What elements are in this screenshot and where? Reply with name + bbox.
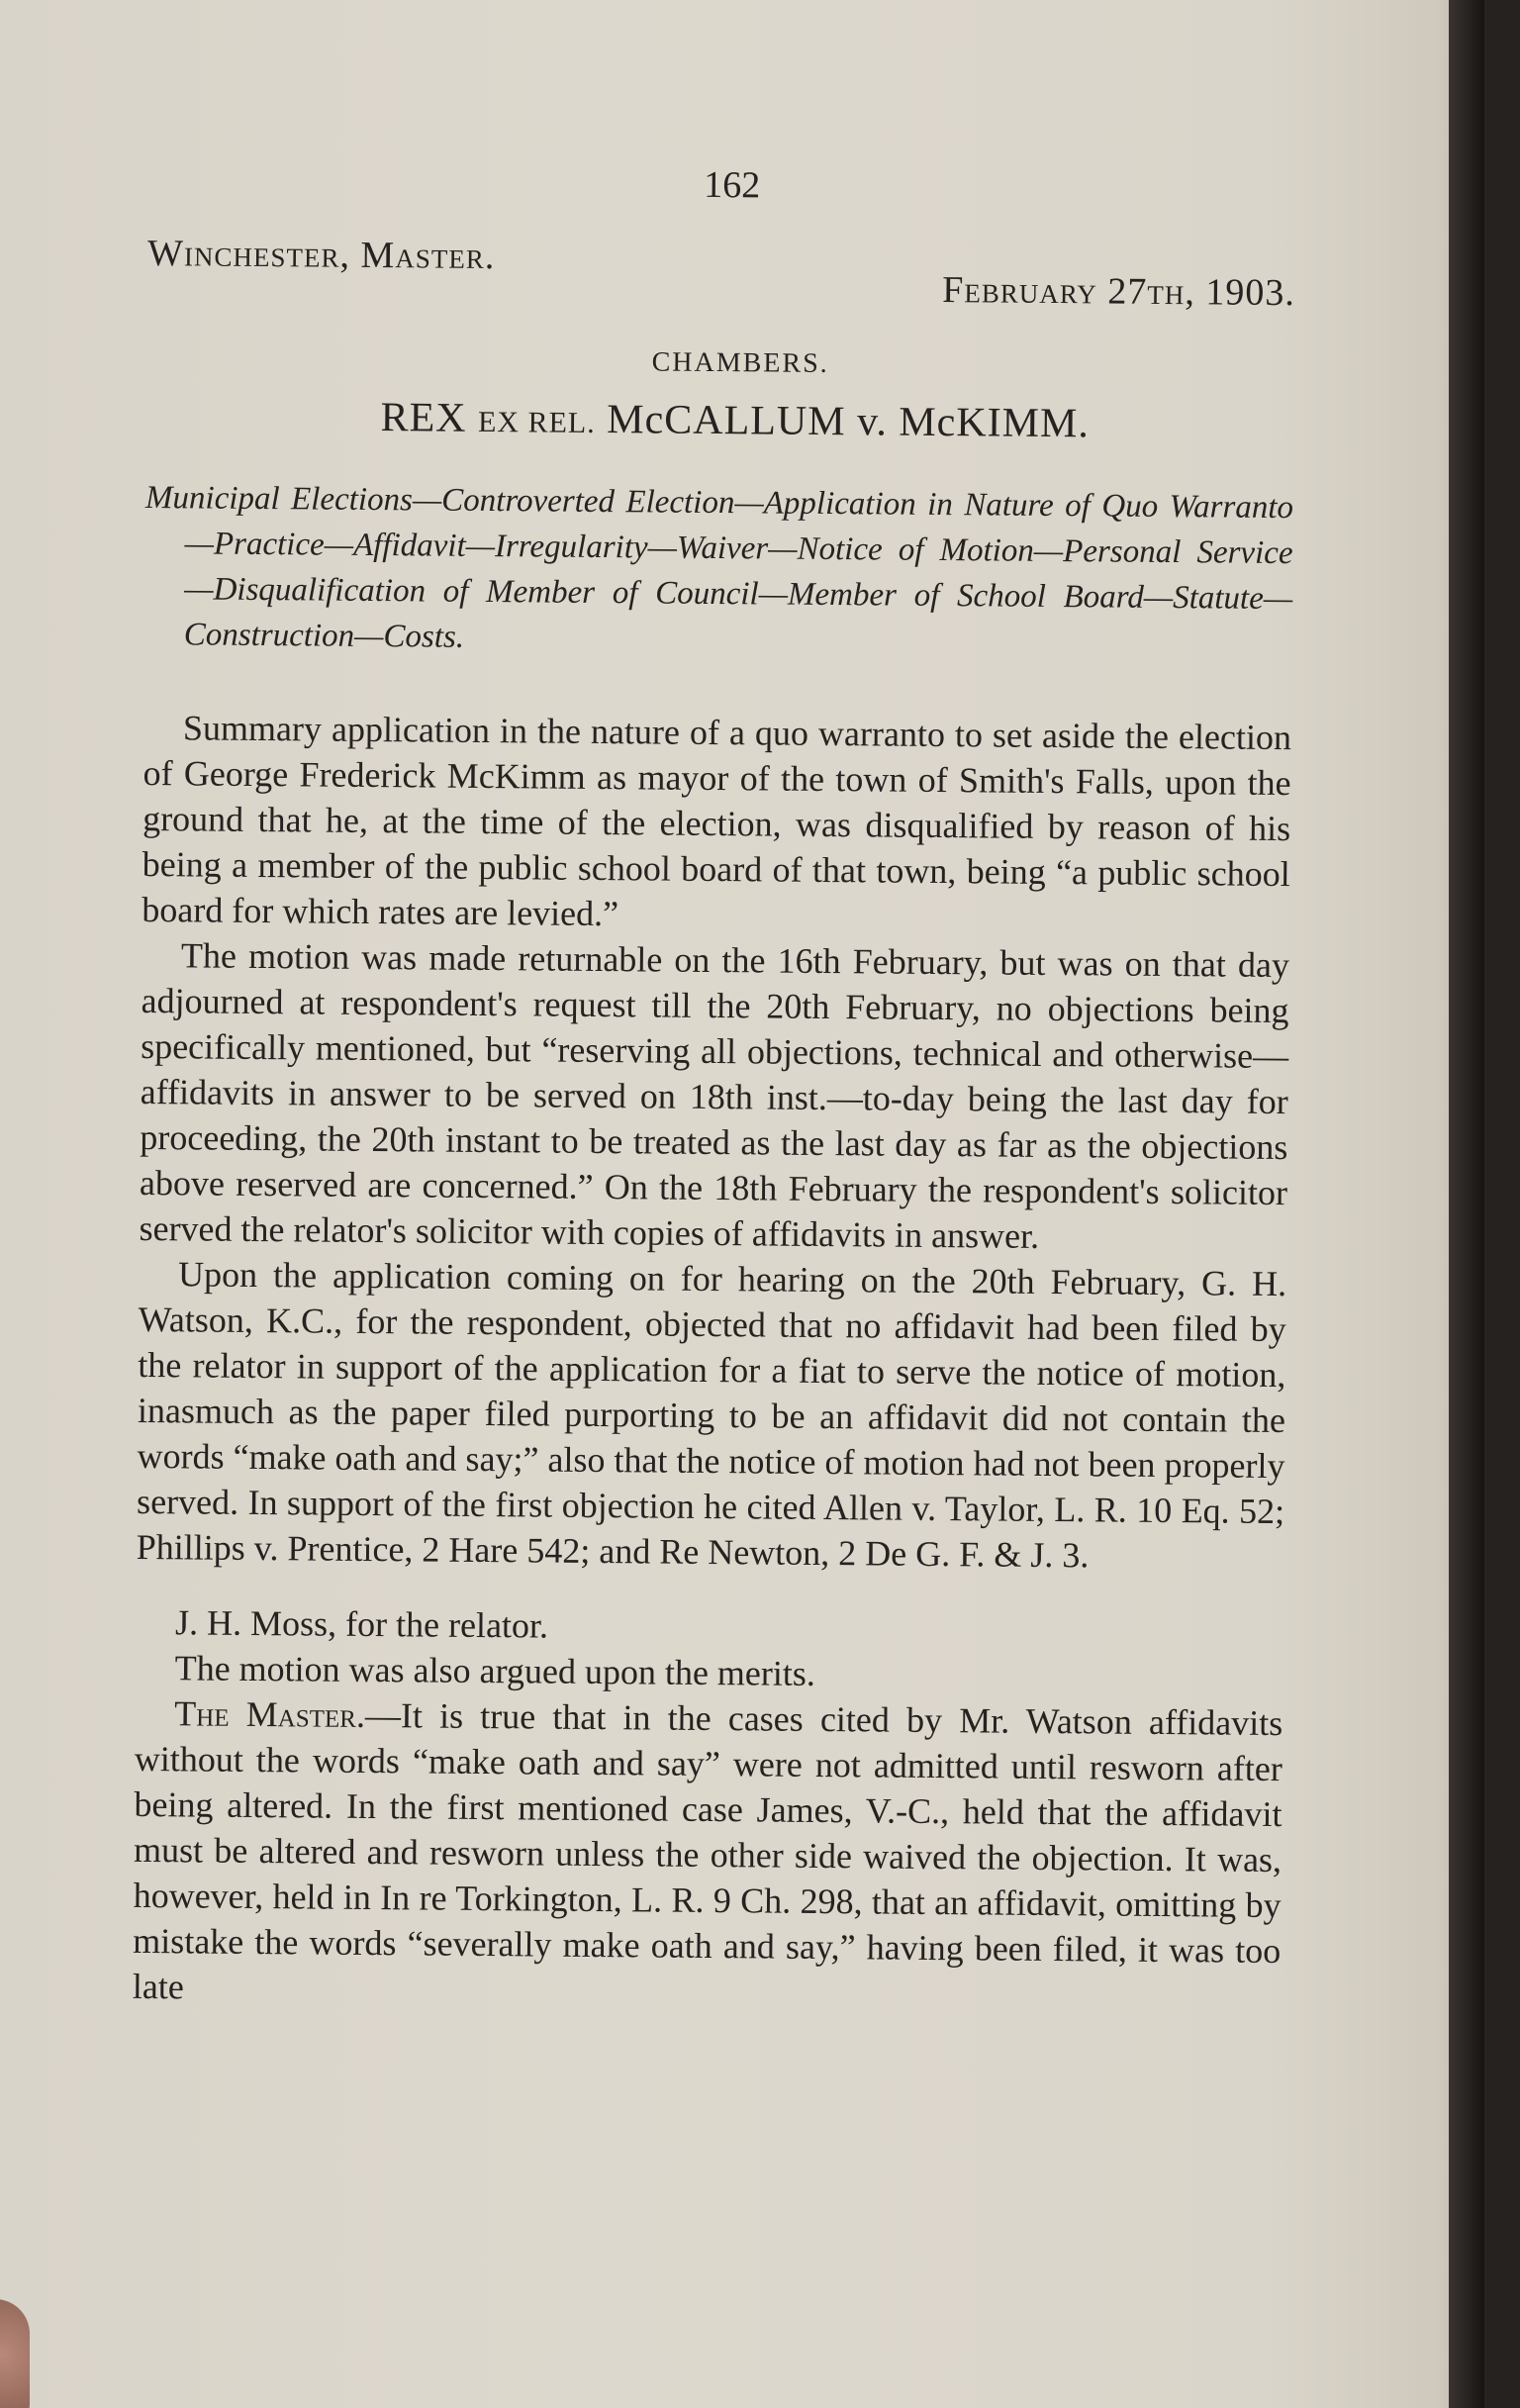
case-title — [176, 392, 1294, 449]
thumb — [0, 2299, 30, 2408]
body-text — [133, 705, 1291, 2019]
running-header — [147, 232, 1296, 315]
court-heading: CHAMBERS. — [651, 346, 829, 380]
page-number: 162 — [704, 163, 761, 207]
paragraph: The motion was also argued upon the merits. — [174, 1648, 816, 1693]
headnote: Municipal Elections—Controverted Election—Application in Nature of Quo Warranto—Practice—Affidavit—Irregularity—Waiver—Notice of Motion—Personal Service—Disqualification of Member of Council—Member of School Board—Statute—Construction—Costs. — [144, 479, 1294, 655]
paragraph-master — [133, 1690, 1283, 2019]
header-date: February 27th, 1903. — [942, 269, 1296, 315]
paragraph: Summary application in the nature of a quo warranto to set aside the election of George Frederick McKimm as mayor of the town of Smith's Falls, upon the ground that he, at the time of the election, was disqualified by reason of his being a member of the public school board of that town, being “a public school board for which rates are levied.” — [142, 708, 1292, 934]
case-title-ex-rel: EX REL. — [477, 405, 596, 439]
book-binding-shadow — [1449, 0, 1484, 2408]
case-title-rex: REX — [380, 395, 467, 441]
case-title-parties: McCALLUM v. McKIMM. — [607, 397, 1091, 447]
header-master: Winchester, Master. — [146, 232, 496, 278]
paragraph: The motion was made returnable on the 16th February, but was on that day adjourned at respondent's request till the 20th February, no objections being specifically mentioned, but “reserving all objections, technical and otherwise—affidavits in answer to be served on 18th inst.—to-day being the last day for proceeding, the 20th instant to be treated as the last day as far as the objections above reserved are concerned.” On the 18th February the respondent's solicitor served the relator's solicitor with copies of affidavits in answer. — [139, 935, 1290, 1256]
master-text: —It is true that in the cases cited by Mr. Watson affidavits without the words “make oath and say” were not admitted until resworn after being altered. In the first mentioned case James, V.-C., held that the affidavit must be altered and resworn unless the other side waived the objection. It was, however, held in In re Torkington, L. R. 9 Ch. 298, that an affidavit, omitting by mistake the words “severally make oath and say,” having been filed, it was too late — [132, 1694, 1283, 2007]
paragraph: Upon the application coming on for hearing on the 20th February, G. H. Watson, K.C., for the respondent, objected that no affidavit had been filed by the relator in support of the application for a fiat to serve the notice of motion, inasmuch as the paper filed purporting to be an affidavit did not contain the words “make oath and say;” also that the notice of motion had not been properly served. In support of the first objection he cited Allen v. Taylor, L. R. 10 Eq. 52; Phillips v. Prentice, 2 Hare 542; and Re Newton, 2 De G. F. & J. 3. — [136, 1254, 1287, 1576]
paragraph: J. H. Moss, for the relator. — [174, 1602, 549, 1646]
master-label: The Master. — [174, 1693, 366, 1735]
page-text — [133, 158, 1296, 2019]
